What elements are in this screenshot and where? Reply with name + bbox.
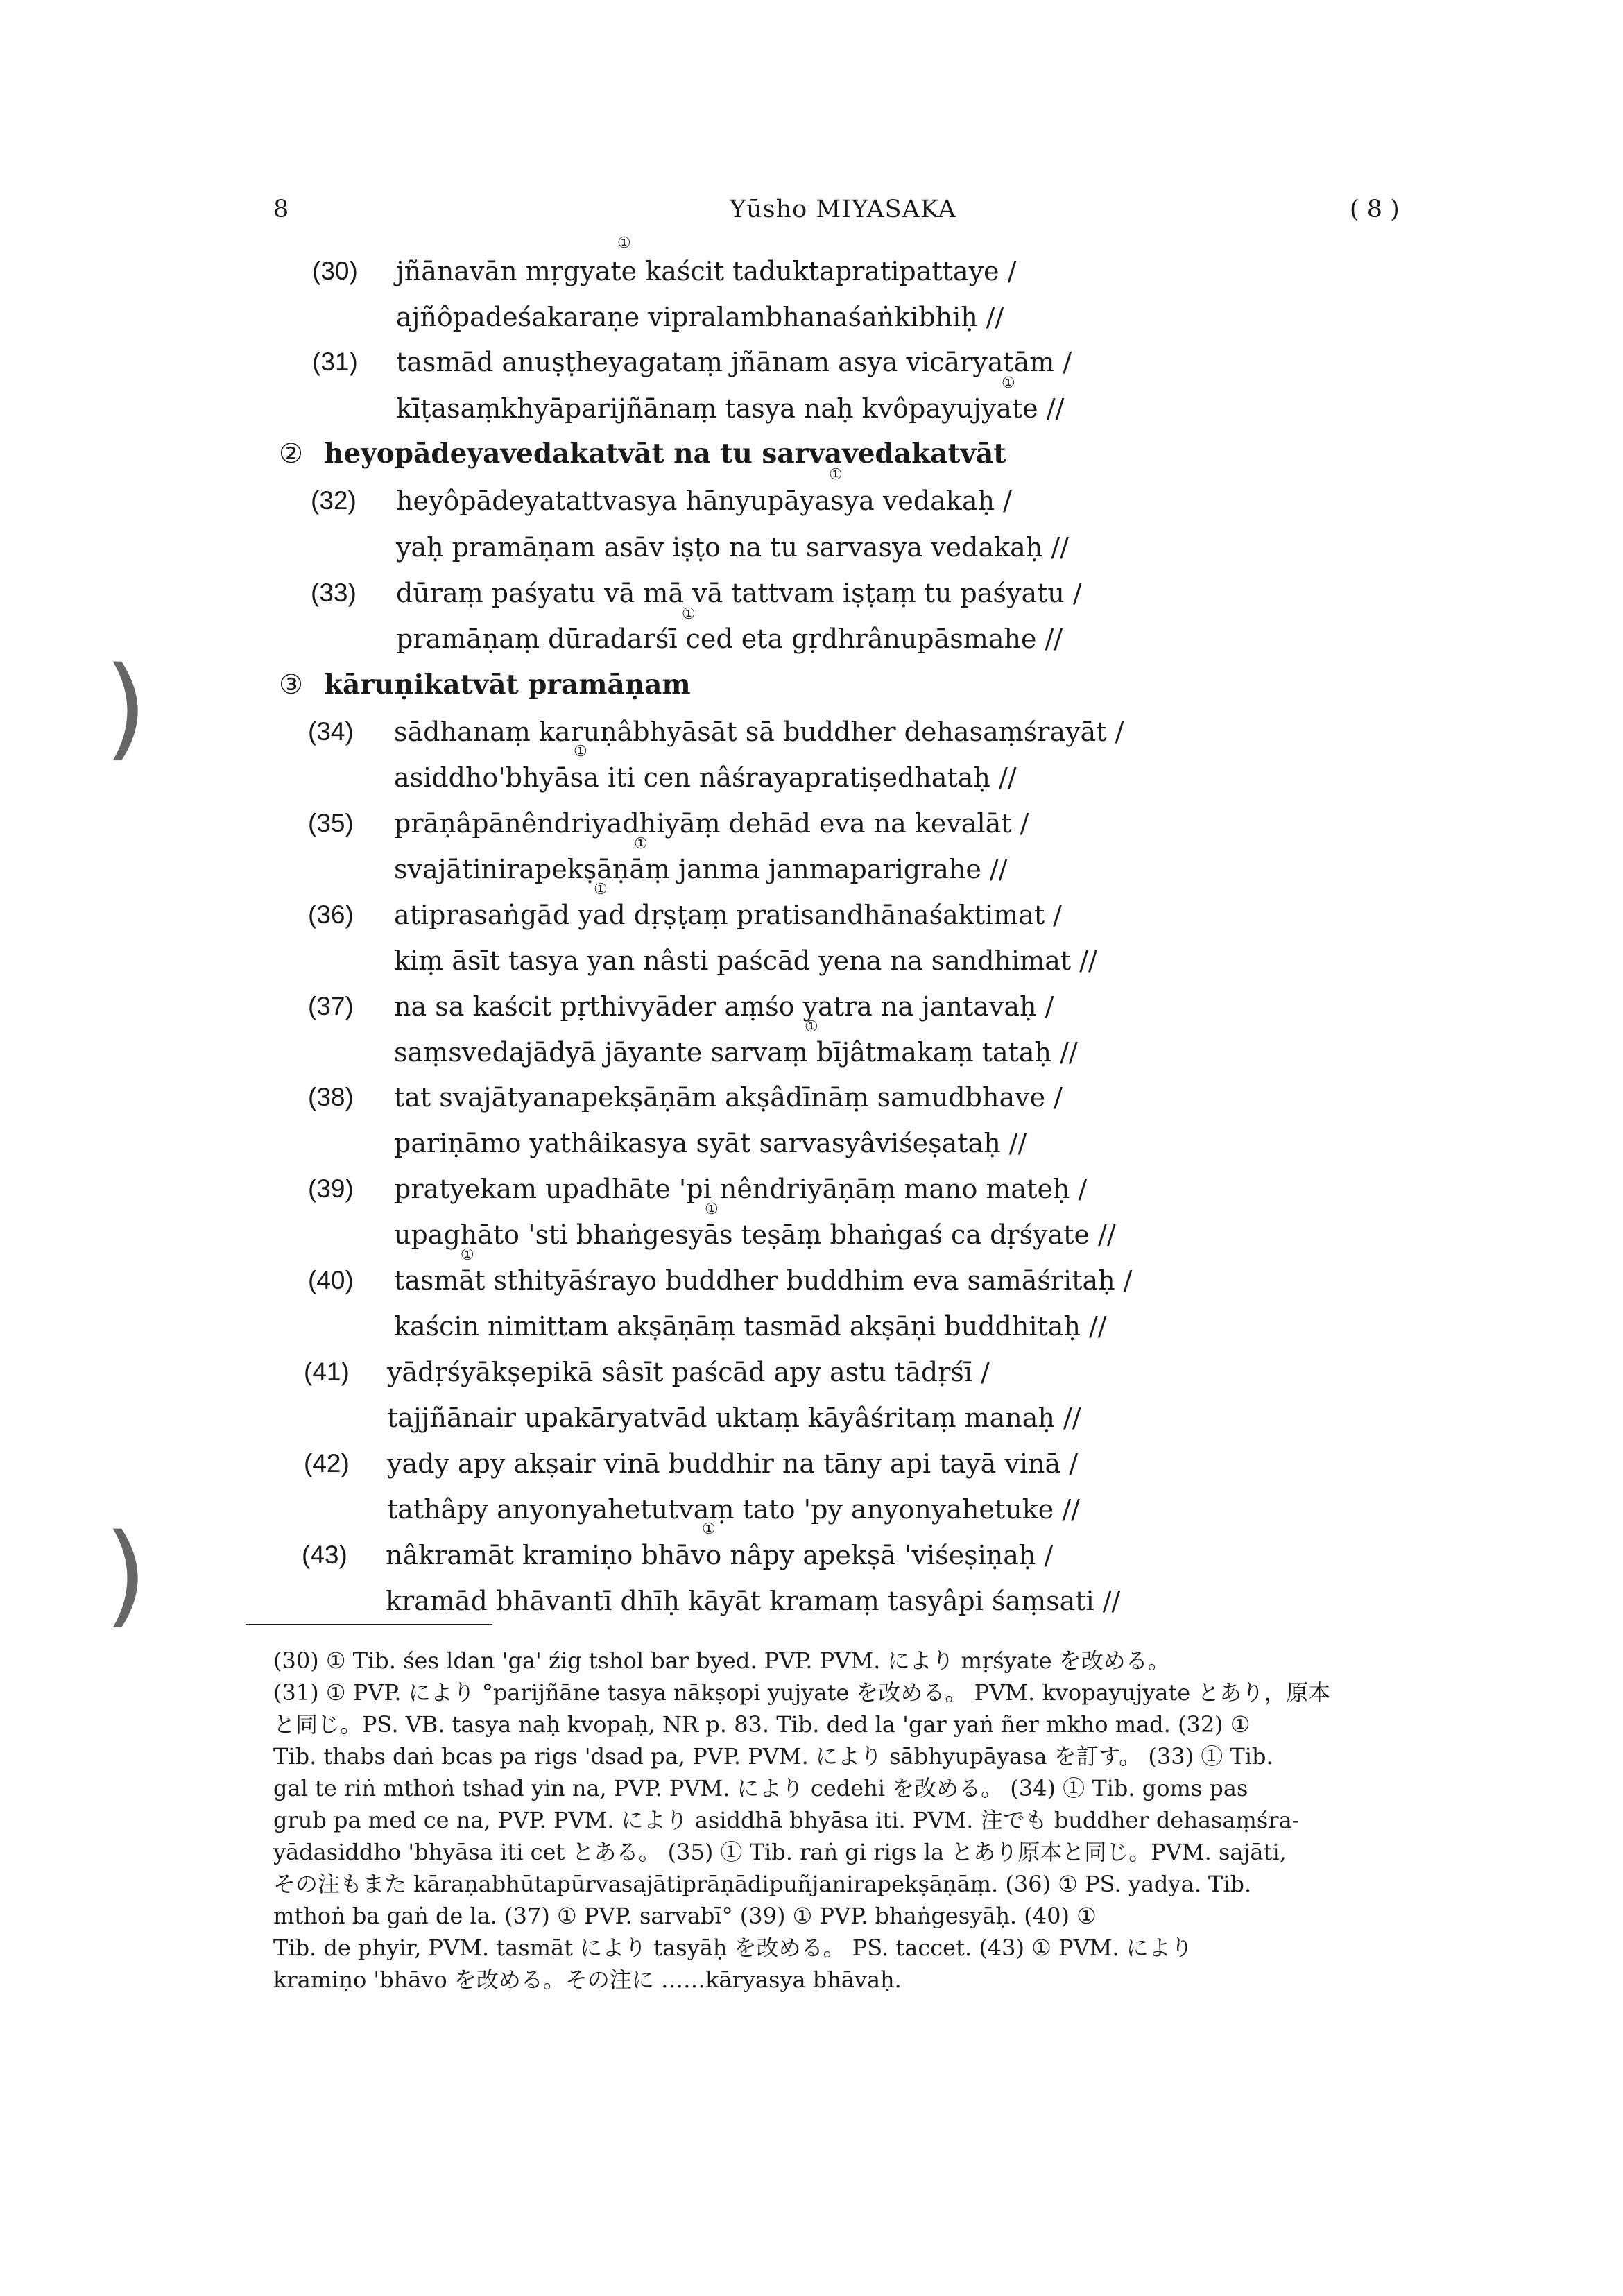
footnote-marker: ①: [461, 1246, 474, 1264]
verse-number: (39): [308, 1174, 354, 1203]
footnote-marker: ①: [682, 606, 696, 623]
page-number: 8: [273, 196, 289, 223]
verse-line: saṃsvedajādyā jāyante sarvaṃ bījâtmakaṃ tataḥ //: [394, 1037, 1078, 1068]
section-number: ②: [279, 438, 303, 470]
section-title: heyopādeyavedakatvāt na tu sarvavedakatvāt: [323, 438, 1006, 470]
verse-line: nâkramāt kramiṇo bhāvo nâpy apekṣā 'viśeṣiṇaḥ /: [386, 1540, 1054, 1570]
verse-number: (37): [308, 992, 354, 1020]
verse-number: (43): [302, 1541, 347, 1569]
verse-line: tat svajātyanapekṣāṇām akṣâdīnāṃ samudbhave /: [394, 1082, 1063, 1113]
verse-line: atiprasaṅgād yad dṛṣṭaṃ pratisandhānaśaktimat /: [394, 900, 1063, 930]
verse-line: kīṭasaṃkhyāparijñānaṃ tasya naḥ kvôpayujyate //: [396, 393, 1065, 424]
verse-line: asiddho'bhyāsa iti cen nâśrayapratiṣedhataḥ //: [394, 762, 1017, 793]
verse-line: pramāṇaṃ dūradarśī ced eta gṛdhrânupāsmahe //: [396, 624, 1063, 654]
verse-number: (30): [312, 257, 358, 285]
verse-number: (35): [308, 809, 354, 837]
verse-number: (42): [304, 1449, 350, 1477]
running-header-author: Yūsho MIYASAKA: [730, 196, 956, 223]
page-number-bracketed: ( 8 ): [1350, 196, 1400, 223]
footnote-marker: ①: [634, 835, 648, 853]
verse-line: pratyekam upadhāte 'pi nêndriyāṇāṃ mano mateḥ /: [394, 1174, 1088, 1204]
footnote-line: kramiṇo 'bhāvo を改める。その注に ……kāryasya bhāvaḥ.: [273, 1967, 902, 1993]
verse-line: kiṃ āsīt tasya yan nâsti paścād yena na sandhimat //: [394, 945, 1097, 976]
verse-line: prāṇâpānêndriyadhiyāṃ dehād eva na kevalāt /: [394, 808, 1029, 839]
verse-number: (33): [311, 579, 357, 607]
verse-number: (31): [312, 348, 358, 376]
footnote-line: yādasiddho 'bhyāsa iti cet とある。 (35) ① Tib. raṅ gi rigs la とあり原本と同じ。PVM. sajāti,: [273, 1839, 1287, 1865]
verse-line: yady apy akṣair vinā buddhir na tāny api tayā vinā /: [387, 1448, 1079, 1479]
verse-number: (34): [308, 717, 354, 746]
section-title: kāruṇikatvāt pramāṇam: [323, 669, 691, 701]
verse-line: kramād bhāvantī dhīḥ kāyāt kramaṃ tasyâpi śaṃsati //: [386, 1586, 1121, 1616]
footnote-marker: ①: [574, 743, 587, 760]
footnote-marker: ①: [1002, 375, 1015, 392]
footnote-line: mthoṅ ba gaṅ de la. (37) ① PVP. sarvabī° (39) ① PVP. bhaṅgesyāḥ. (40) ①: [273, 1903, 1097, 1929]
footnote-marker: ①: [705, 1201, 719, 1218]
section-heading: [279, 671, 691, 699]
footnote-line: gal te riṅ mthoṅ tshad yin na, PVP. PVM. により cedehi を改める。 (34) ① Tib. goms pas: [273, 1775, 1248, 1801]
footnote-line: と同じ。PS. VB. tasya naḥ kvopaḥ, NR p. 83. Tib. ded la 'gar yaṅ ñer mkho mad. (32) ①: [273, 1711, 1251, 1738]
footnote-marker: ①: [702, 1520, 716, 1538]
verse-line: tasmād anuṣṭheyagataṃ jñānam asya vicāryatām /: [396, 347, 1072, 377]
footnote-marker: ①: [805, 1018, 818, 1036]
footnote-line: その注もまた kāraṇabhūtapūrvasajātiprāṇādipuñjanirapekṣāṇāṃ. (36) ① PS. yadya. Tib.: [273, 1871, 1252, 1897]
verse-line: kaścin nimittam akṣāṇāṃ tasmād akṣāṇi buddhitaḥ //: [394, 1311, 1107, 1342]
verse-line: na sa kaścit pṛthivyāder aṃśo yatra na jantavaḥ /: [394, 991, 1054, 1022]
footnote-line: (31) ① PVP. により °parijñāne tasya nākṣopi yujyate を改める。 PVM. kvopayujyate とあり，原本: [273, 1679, 1331, 1706]
footnote-line: Tib. de phyir, PVM. tasmāt により tasyāḥ を改める。 PS. taccet. (43) ① PVM. により: [273, 1935, 1193, 1961]
footnote-rule: [246, 1624, 492, 1625]
verse-number: (36): [308, 900, 354, 929]
footnote-line: grub pa med ce na, PVP. PVM. により asiddhā bhyāsa iti. PVM. 注でも buddher dehasaṃśra-: [273, 1807, 1300, 1833]
verse-line: svajātinirapekṣāṇāṃ janma janmaparigrahe //: [394, 854, 1008, 884]
verse-number: (40): [308, 1266, 354, 1294]
footnote-marker: ①: [594, 881, 608, 898]
verse-line: pariṇāmo yathâikasya syāt sarvasyâviśeṣataḥ //: [394, 1128, 1027, 1158]
verse-line: dūraṃ paśyatu vā mā vā tattvam iṣṭaṃ tu paśyatu /: [396, 578, 1082, 608]
margin-parenthesis: ): [104, 1509, 148, 1639]
verse-line: tajjñānair upakāryatvād uktaṃ kāyâśritaṃ manaḥ //: [387, 1403, 1081, 1433]
footnote-marker: ①: [617, 234, 631, 252]
verse-line: yaḥ pramāṇam asāv iṣṭo na tu sarvasya vedakaḥ //: [396, 532, 1069, 563]
verse-line: heyôpādeyatattvasya hānyupāyasya vedakaḥ /: [396, 486, 1012, 516]
section-heading: [279, 440, 1006, 468]
verse-line: yādṛśyākṣepikā sâsīt paścād apy astu tādṛśī /: [387, 1357, 990, 1387]
verse-line: jñānavān mṛgyate kaścit taduktapratipattaye /: [396, 256, 1017, 286]
verse-line: tasmāt sthityāśrayo buddher buddhim eva samāśritaḥ /: [394, 1265, 1133, 1296]
footnote-marker: ①: [829, 466, 843, 483]
verse-number: (41): [304, 1357, 350, 1386]
verse-number: (32): [311, 486, 357, 515]
margin-parenthesis: ): [104, 642, 148, 772]
footnote-line: Tib. thabs daṅ bcas pa rigs 'dsad pa, PVP. PVM. により sābhyupāyasa を訂す。 (33) ① Tib.: [273, 1743, 1273, 1770]
footnote-line: (30) ① Tib. śes ldan 'ga' źig tshol bar byed. PVP. PVM. により mṛśyate を改める。: [273, 1647, 1170, 1674]
verse-number: (38): [308, 1083, 354, 1111]
verse-line: upaghāto 'sti bhaṅgesyās teṣāṃ bhaṅgaś ca dṛśyate //: [394, 1219, 1116, 1250]
verse-line: sādhanaṃ karuṇâbhyāsāt sā buddher dehasaṃśrayāt /: [394, 717, 1124, 747]
section-number: ③: [279, 669, 303, 701]
verse-line: ajñôpadeśakaraṇe vipralambhanaśaṅkibhiḥ //: [396, 302, 1004, 332]
verse-line: tathâpy anyonyahetutvaṃ tato 'py anyonyahetuke //: [387, 1494, 1080, 1525]
